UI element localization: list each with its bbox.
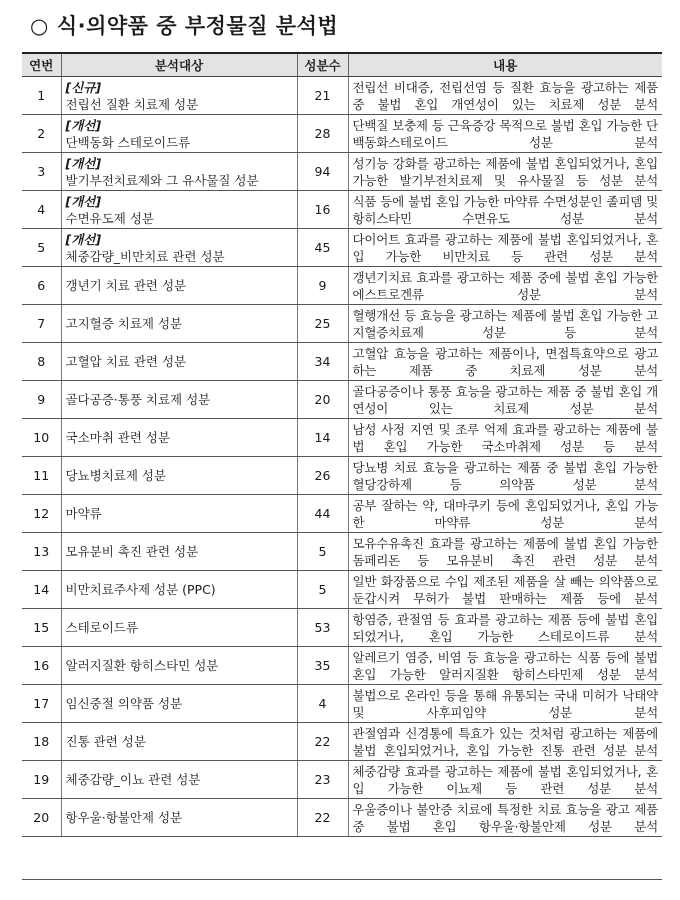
analysis-target [61,381,297,419]
header-count: 성분수 [297,53,348,77]
table-row [22,343,662,381]
analysis-target [61,191,297,229]
status-tag: [개선] [65,193,102,209]
description: 당뇨병 치료 효능을 광고하는 제품 중 불법 혼입 가능한 혈당강하제 등 의약품 성분 분석 [348,457,662,495]
analysis-target [61,533,297,571]
description: 항염증, 관절염 등 효과를 광고하는 제품 등에 불법 혼입되었거나, 혼입 가능한 스테로이드류 분석 [348,609,662,647]
header-no: 연번 [22,53,61,77]
header-target: 분석대상 [61,53,297,77]
target-name: 모유분비 촉진 관련 성분 [65,544,199,559]
table-row [22,495,662,533]
analysis-method-table [22,52,662,837]
row-number: 1 [22,77,61,115]
description: 골다공증이나 통풍 효능을 광고하는 제품 중 불법 혼입 개연성이 있는 치료제 성분 분석 [348,381,662,419]
description: 고혈압 효능을 광고하는 제품이나, 면접특효약으로 광고하는 제품 중 치료제 성분 분석 [348,343,662,381]
header-desc: 내용 [348,53,662,77]
row-number: 10 [22,419,61,457]
target-name: 알러지질환 항히스타민 성분 [65,658,219,673]
target-name: 진통 관련 성분 [65,734,146,749]
table-row [22,191,662,229]
table-header-row [22,53,662,77]
description: 단백질 보충제 등 근육증강 목적으로 불법 혼입 가능한 단백동화스테로이드 성분 분석 [348,115,662,153]
analysis-target [61,305,297,343]
component-count: 5 [297,533,348,571]
description: 갱년기치료 효과를 광고하는 제품 중에 불법 혼입 가능한 에스트로겐류 성분 분석 [348,267,662,305]
target-name: 국소마취 관련 성분 [65,430,171,445]
table-row [22,571,662,609]
analysis-target [61,495,297,533]
row-number: 11 [22,457,61,495]
component-count: 20 [297,381,348,419]
row-number: 3 [22,153,61,191]
title-text: 식·의약품 중 부정물질 분석법 [56,14,339,38]
status-tag: [개선] [65,155,102,171]
analysis-target [61,153,297,191]
table-row [22,115,662,153]
target-name: 고지혈증 치료제 성분 [65,316,183,331]
description: 전립선 비대증, 전립선염 등 질환 효능을 광고하는 제품 중 불법 혼입 개연성이 있는 치료제 성분 분석 [348,77,662,115]
component-count: 34 [297,343,348,381]
description: 모유수유촉진 효과를 광고하는 제품에 불법 혼입 가능한 돔페리돈 등 모유분비 촉진 관련 성분 분석 [348,533,662,571]
analysis-target [61,115,297,153]
analysis-target [61,267,297,305]
table-row [22,267,662,305]
description: 식품 등에 불법 혼입 가능한 마약류 수면성분인 졸피뎀 및 항히스타민 수면유도 성분 분석 [348,191,662,229]
table-row [22,647,662,685]
description: 남성 사정 지연 및 조루 억제 효과를 광고하는 제품에 불법 혼입 가능한 국소마취제 성분 등 분석 [348,419,662,457]
component-count: 28 [297,115,348,153]
table-row [22,799,662,837]
status-tag: [개선] [65,231,102,247]
row-number: 2 [22,115,61,153]
table-row [22,685,662,723]
target-name: 수면유도제 성분 [65,210,154,226]
target-name: 발기부전치료제와 그 유사물질 성분 [65,172,259,188]
row-number: 7 [22,305,61,343]
analysis-target [61,571,297,609]
component-count: 22 [297,723,348,761]
analysis-target [61,761,297,799]
target-name: 골다공증·통풍 치료제 성분 [65,392,211,407]
description: 알레르기 염증, 비염 등 효능을 광고하는 식품 등에 불법 혼입 가능한 알러지질환 항히스타민제 성분 분석 [348,647,662,685]
row-number: 8 [22,343,61,381]
table-row [22,457,662,495]
component-count: 53 [297,609,348,647]
analysis-target [61,647,297,685]
table-row [22,723,662,761]
description: 혈행개선 등 효능을 광고하는 제품에 불법 혼입 가능한 고지혈증치료제 성분 등 분석 [348,305,662,343]
description: 공부 잘하는 약, 대마쿠키 등에 혼입되었거나, 혼입 가능한 마약류 성분 분석 [348,495,662,533]
row-number: 14 [22,571,61,609]
row-number: 15 [22,609,61,647]
row-number: 17 [22,685,61,723]
row-number: 12 [22,495,61,533]
table-row [22,153,662,191]
target-name: 스테로이드류 [65,620,138,635]
analysis-target [61,609,297,647]
component-count: 14 [297,419,348,457]
target-name: 항우울·항불안제 성분 [65,810,183,825]
table-row [22,533,662,571]
analysis-target [61,685,297,723]
description: 성기능 강화를 광고하는 제품에 불법 혼입되었거나, 혼입 가능한 발기부전치료제 및 유사물질 등 성분 분석 [348,153,662,191]
bottom-divider [22,879,662,880]
component-count: 23 [297,761,348,799]
analysis-target [61,343,297,381]
target-name: 당뇨병치료제 성분 [65,468,167,483]
target-name: 전립선 질환 치료제 성분 [65,96,199,112]
status-tag: [신규] [65,79,102,95]
target-name: 고혈압 치료 관련 성분 [65,354,187,369]
row-number: 13 [22,533,61,571]
document-title [30,10,338,40]
component-count: 5 [297,571,348,609]
table-row [22,229,662,267]
table-row [22,305,662,343]
table-row [22,77,662,115]
description: 관절염과 신경통에 특효가 있는 것처럼 광고하는 제품에 불법 혼입되었거나, 혼입 가능한 진통 관련 성분 분석 [348,723,662,761]
row-number: 4 [22,191,61,229]
description: 다이어트 효과를 광고하는 제품에 불법 혼입되었거나, 혼입 가능한 비만치료 등 관련 성분 분석 [348,229,662,267]
target-name: 체중감량_비만치료 관련 성분 [65,248,225,264]
row-number: 5 [22,229,61,267]
table-row [22,419,662,457]
table-row [22,761,662,799]
component-count: 21 [297,77,348,115]
row-number: 18 [22,723,61,761]
row-number: 20 [22,799,61,837]
component-count: 25 [297,305,348,343]
target-name: 마약류 [65,506,102,521]
target-name: 체중감량_이뇨 관련 성분 [65,772,201,787]
description: 우울증이나 불안증 치료에 특정한 치료 효능을 광고 제품 중 불법 혼입 항우울·항불안제 성분 분석 [348,799,662,837]
description: 일반 화장품으로 수입 제조된 제품을 살 빼는 의약품으로 둔갑시켜 무허가 불법 판매하는 제품 등에 분석 [348,571,662,609]
component-count: 35 [297,647,348,685]
analysis-target [61,229,297,267]
component-count: 26 [297,457,348,495]
analysis-target [61,77,297,115]
analysis-target [61,723,297,761]
circle-bullet-icon: ○ [30,14,49,38]
component-count: 45 [297,229,348,267]
target-name: 단백동화 스테로이드류 [65,134,191,150]
table-row [22,381,662,419]
component-count: 22 [297,799,348,837]
row-number: 19 [22,761,61,799]
target-name: 갱년기 치료 관련 성분 [65,278,187,293]
component-count: 4 [297,685,348,723]
analysis-target [61,457,297,495]
row-number: 9 [22,381,61,419]
analysis-target [61,419,297,457]
row-number: 6 [22,267,61,305]
table-body [22,77,662,837]
table-row [22,609,662,647]
component-count: 44 [297,495,348,533]
target-name: 임신중절 의약품 성분 [65,696,183,711]
component-count: 16 [297,191,348,229]
analysis-target [61,799,297,837]
description: 체중감량 효과를 광고하는 제품에 불법 혼입되었거나, 혼입 가능한 이뇨제 등 관련 성분 분석 [348,761,662,799]
row-number: 16 [22,647,61,685]
description: 불법으로 온라인 등을 통해 유통되는 국내 미허가 낙태약 및 사후피임약 성분 분석 [348,685,662,723]
component-count: 9 [297,267,348,305]
target-name: 비만치료주사제 성분 (PPC) [65,582,216,597]
status-tag: [개선] [65,117,102,133]
component-count: 94 [297,153,348,191]
